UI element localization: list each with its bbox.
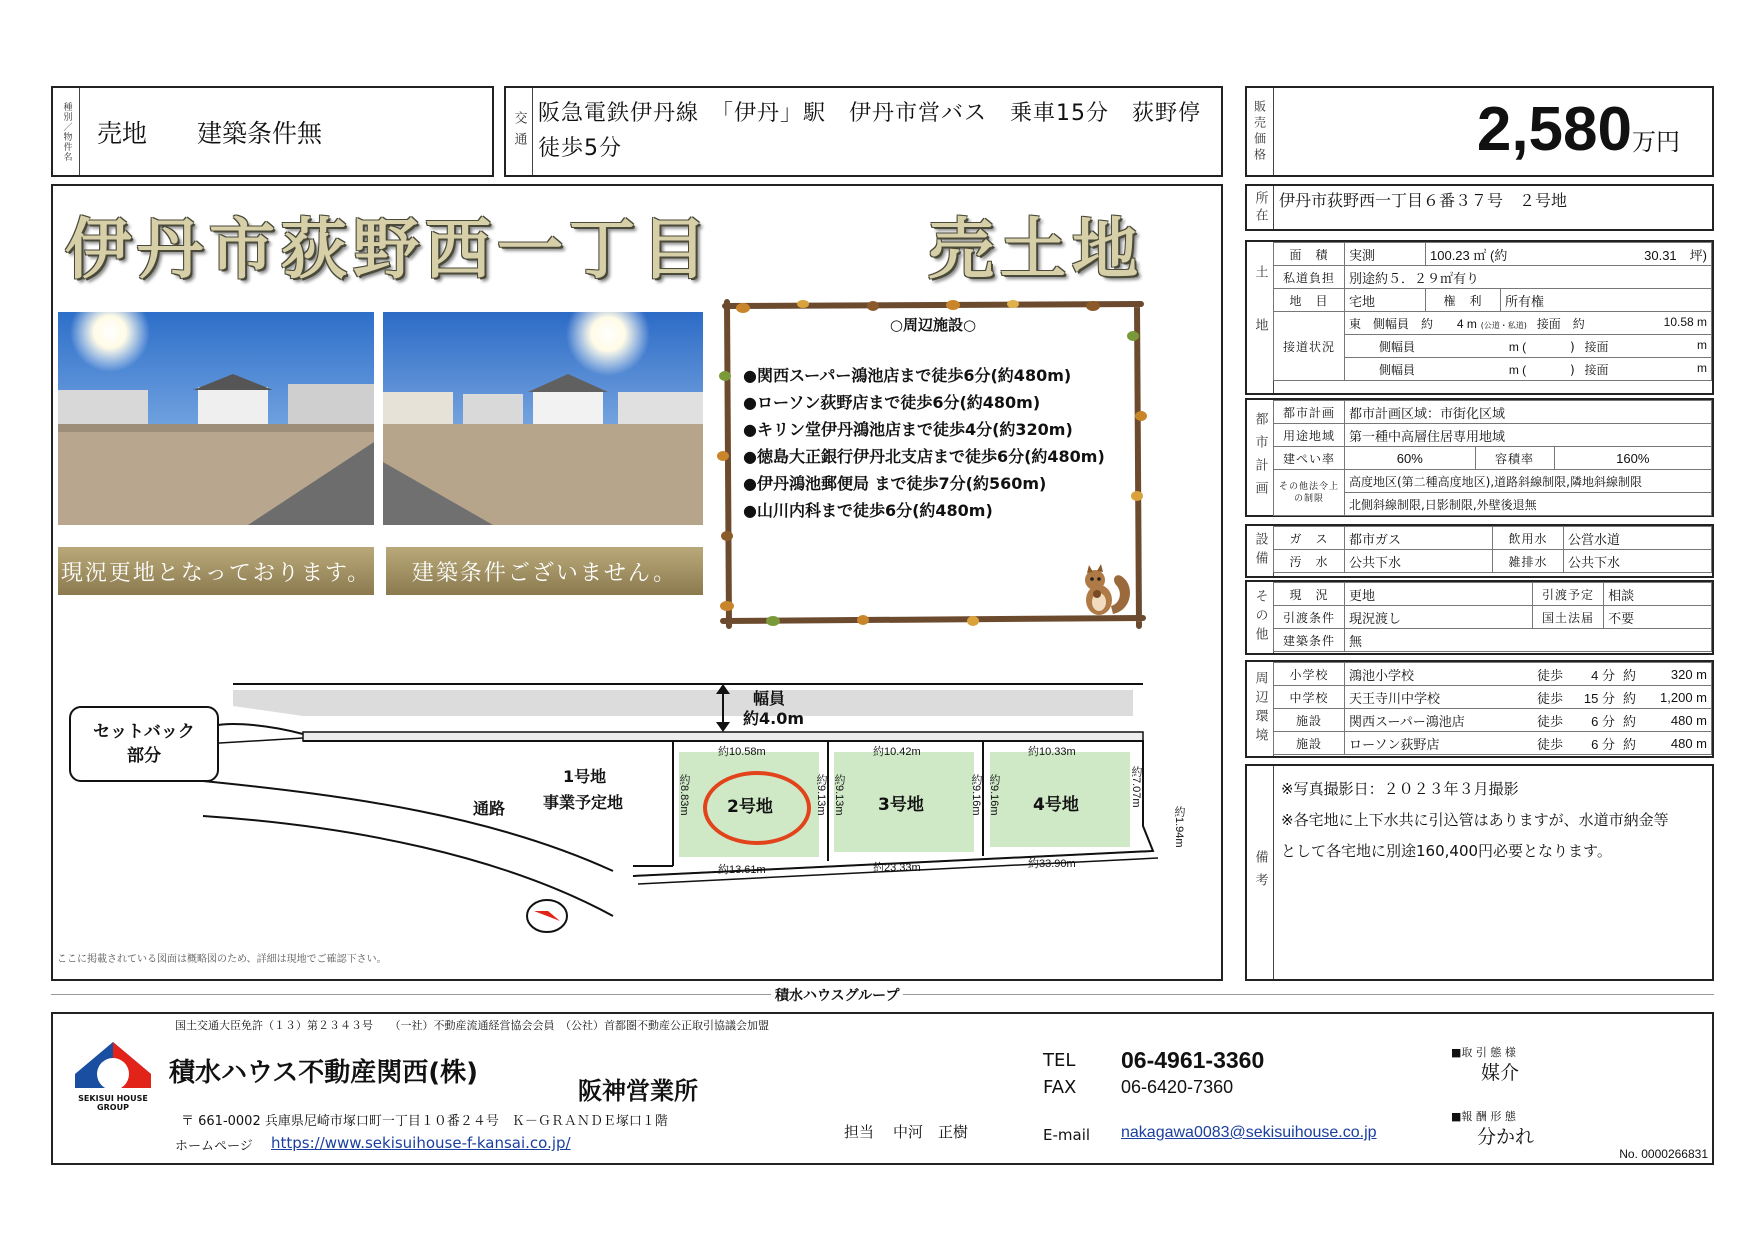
squirrel-icon bbox=[1075, 564, 1135, 619]
remarks-line: ※各宅地に上下水共に引込管はありますが、水道市納金等 bbox=[1281, 811, 1669, 829]
zone-value: 第一種中高層住居専用地域 bbox=[1345, 424, 1712, 447]
access-contact: 接面 bbox=[1584, 362, 1609, 377]
fax-label: FAX bbox=[1043, 1077, 1077, 1098]
surr-walk: 徒歩 bbox=[1533, 686, 1571, 709]
fee-label: ■報 酬 形 態 bbox=[1451, 1110, 1516, 1123]
utilities-table bbox=[1273, 526, 1712, 573]
access-width: m ( bbox=[1508, 339, 1527, 354]
area-label: 面 積 bbox=[1274, 243, 1345, 266]
access-row bbox=[1345, 335, 1712, 358]
branch-name: 阪神営業所 bbox=[578, 1077, 698, 1105]
access-len: m bbox=[1697, 337, 1707, 352]
deal-value: 媒介 bbox=[1481, 1062, 1520, 1084]
area-tsubo: 30.31 坪) bbox=[1644, 247, 1707, 263]
surr-min: 6 分 bbox=[1571, 709, 1619, 732]
other-label: その他 bbox=[1247, 582, 1274, 653]
surr-approx: 約 bbox=[1619, 709, 1645, 732]
site-photo-2 bbox=[383, 312, 703, 525]
drain-label: 雑排水 bbox=[1493, 550, 1564, 573]
zone-label: 用途地域 bbox=[1274, 424, 1345, 447]
surr-dist: 480 m bbox=[1645, 709, 1712, 732]
access-dir: 東 側幅員 約 bbox=[1349, 316, 1434, 331]
facility-item: ●ローソン荻野店まで徒歩6分(約480m) bbox=[743, 393, 1041, 412]
hero-title-right: 売土地 bbox=[928, 210, 1144, 288]
access-contact: 接面 約 bbox=[1536, 316, 1585, 331]
city-plan-label: 都市計画 bbox=[1274, 401, 1345, 424]
lot-4-right-dim: 約7.07m bbox=[1130, 766, 1142, 808]
group-label: 積水ハウスグループ bbox=[771, 985, 903, 1005]
land-box bbox=[1245, 240, 1714, 395]
surroundings-row bbox=[1274, 686, 1712, 709]
lot-1-note: 事業予定地 bbox=[543, 793, 624, 812]
map-disclaimer: ここに掲載されている図面は概略図のため、詳細は現地でご確認下さい。 bbox=[57, 954, 387, 965]
other-table bbox=[1273, 582, 1712, 652]
build-cond-label: 建築条件 bbox=[1274, 629, 1345, 652]
access-kind: ) bbox=[1570, 339, 1575, 354]
transport-value: 阪急電鉄伊丹線 「伊丹」駅 伊丹市営バス 乗車15分 荻野停 徒歩5分 bbox=[538, 101, 1225, 161]
surroundings-table bbox=[1273, 662, 1712, 755]
surr-dist: 480 m bbox=[1645, 732, 1712, 755]
license-text: 国土交通大臣免許（１３）第２３４３号 （一社）不動産流通経営協会会員 （公社）首都圏不動産公正取引協議会加盟 bbox=[175, 1019, 769, 1032]
right-label: 権 利 bbox=[1426, 289, 1501, 312]
lot-2-left-dim: 約8.83m bbox=[678, 774, 690, 816]
setback-label: セットバック 部分 bbox=[93, 722, 195, 766]
planning-label: 都市計画 bbox=[1247, 400, 1274, 515]
surr-walk: 徒歩 bbox=[1533, 732, 1571, 755]
homepage-label: ホームページ bbox=[175, 1139, 253, 1154]
surr-approx: 約 bbox=[1619, 663, 1645, 686]
footer-box bbox=[51, 1012, 1714, 1165]
facility-item: ●キリン堂伊丹鴻池店まで徒歩4分(約320m) bbox=[743, 420, 1073, 439]
planning-box bbox=[1245, 398, 1714, 517]
gas-value: 都市ガス bbox=[1345, 527, 1493, 550]
land-table bbox=[1273, 242, 1712, 381]
lot-2-name: 2号地 bbox=[727, 797, 773, 817]
water-label: 飲用水 bbox=[1493, 527, 1564, 550]
lot-3-bottom-dim: 約23.33m bbox=[873, 862, 921, 874]
surr-dist: 1,200 m bbox=[1645, 686, 1712, 709]
bcr-value: 60% bbox=[1345, 447, 1476, 470]
gas-label: ガ ス bbox=[1274, 527, 1345, 550]
surr-name: 関西スーパー鴻池店 bbox=[1345, 709, 1534, 732]
photo-caption-2: 建築条件ございません。 bbox=[386, 547, 703, 595]
transport-box bbox=[504, 86, 1223, 177]
location-box bbox=[1245, 184, 1714, 231]
address: 〒 661-0002 兵庫県尼崎市塚口町一丁目１０番２４号 Ｋ－ＧＲＡＮＤＥ塚口１階 bbox=[181, 1114, 668, 1129]
surr-kind: 施設 bbox=[1274, 732, 1345, 755]
other-law-label: その他法令上の制限 bbox=[1274, 470, 1345, 516]
water-value: 公営水道 bbox=[1564, 527, 1712, 550]
remarks-label: 備考 bbox=[1247, 766, 1274, 979]
status-label: 現 況 bbox=[1274, 583, 1345, 606]
tel-value: 06-4961-3360 bbox=[1121, 1047, 1265, 1073]
planning-table bbox=[1273, 400, 1712, 516]
staff-name: 中河 正樹 bbox=[893, 1123, 969, 1141]
sewage-label: 汚 水 bbox=[1274, 550, 1345, 573]
surr-min: 15 分 bbox=[1571, 686, 1619, 709]
setback-callout bbox=[69, 706, 219, 782]
transport-label: 交通 bbox=[506, 88, 533, 175]
build-cond-value: 無 bbox=[1345, 629, 1712, 652]
surr-name: 天王寺川中学校 bbox=[1345, 686, 1534, 709]
facility-item: ●山川内科まで徒歩6分(約480m) bbox=[743, 501, 993, 520]
other-law-value-2: 北側斜線制限,日影制限,外壁後退無 bbox=[1345, 493, 1712, 516]
city-plan-value: 都市計画区域：市街化区域 bbox=[1345, 401, 1712, 424]
price-unit: 万円 bbox=[1632, 128, 1680, 156]
lot-4-left-dim: 約9.16m bbox=[988, 774, 1000, 816]
access-len: m bbox=[1697, 360, 1707, 375]
access-kind: ) bbox=[1570, 362, 1575, 377]
access-row bbox=[1345, 312, 1712, 335]
access-label: 接道状況 bbox=[1274, 312, 1345, 381]
far-value: 160% bbox=[1554, 447, 1711, 470]
surroundings-box bbox=[1245, 660, 1714, 758]
chimoku-value: 宅地 bbox=[1345, 289, 1426, 312]
remarks-text bbox=[1281, 774, 1706, 867]
surr-walk: 徒歩 bbox=[1533, 663, 1571, 686]
other-law-value-1: 高度地区(第二種高度地区),道路斜線制限,隣地斜線制限 bbox=[1345, 470, 1712, 493]
access-width: 4 m bbox=[1456, 316, 1477, 331]
status-value: 更地 bbox=[1345, 583, 1533, 606]
facilities-frame bbox=[713, 296, 1153, 631]
surr-dist: 320 m bbox=[1645, 663, 1712, 686]
land-label: 土地 bbox=[1247, 242, 1274, 393]
facility-item: ●関西スーパー鴻池店まで徒歩6分(約480m) bbox=[743, 366, 1072, 385]
lot-4-top-dim: 約10.33m bbox=[1028, 746, 1076, 758]
far-label: 容積率 bbox=[1475, 447, 1554, 470]
deal-label: ■取 引 態 様 bbox=[1451, 1046, 1516, 1059]
lot-3-left-dim: 約9.13m bbox=[833, 774, 845, 816]
price-label: 販売価格 bbox=[1247, 88, 1274, 175]
landlaw-label: 国土法届 bbox=[1533, 606, 1604, 629]
surroundings-row bbox=[1274, 709, 1712, 732]
fax-value: 06-6420-7360 bbox=[1121, 1077, 1234, 1097]
surr-kind: 小学校 bbox=[1274, 663, 1345, 686]
passage-label: 通路 bbox=[473, 799, 506, 818]
edge-right-dim: 約1.94m bbox=[1173, 806, 1185, 848]
handover-value: 相談 bbox=[1604, 583, 1712, 606]
north-arrow-icon bbox=[526, 899, 568, 933]
lot-4-bottom-dim: 約33.90m bbox=[1028, 858, 1076, 870]
surr-approx: 約 bbox=[1619, 732, 1645, 755]
access-width: m ( bbox=[1508, 362, 1527, 377]
doc-number: No. 0000266831 bbox=[1619, 1147, 1708, 1161]
surr-walk: 徒歩 bbox=[1533, 709, 1571, 732]
homepage-link[interactable]: https://www.sekisuihouse-f-kansai.co.jp/ bbox=[271, 1134, 571, 1152]
type-value: 売地 建築条件無 bbox=[97, 119, 323, 148]
chimoku-label: 地 目 bbox=[1274, 289, 1345, 312]
area-measure: 実測 bbox=[1345, 243, 1426, 266]
landlaw-value: 不要 bbox=[1604, 606, 1712, 629]
surr-name: ローソン荻野店 bbox=[1345, 732, 1534, 755]
access-row bbox=[1345, 358, 1712, 381]
lot-1-name: 1号地 bbox=[563, 767, 607, 786]
other-box bbox=[1245, 580, 1714, 655]
right-value: 所有権 bbox=[1501, 289, 1712, 312]
hero-title-left: 伊丹市荻野西一丁目 bbox=[65, 210, 713, 288]
access-contact: 接面 bbox=[1584, 339, 1609, 354]
site-photo-1 bbox=[58, 312, 374, 525]
access-len: 10.58 m bbox=[1663, 314, 1707, 329]
area-sqm: 100.23 ㎡ (約 bbox=[1430, 247, 1508, 263]
email-label: E-mail bbox=[1043, 1126, 1091, 1144]
surroundings-row bbox=[1274, 732, 1712, 755]
tel-label: TEL bbox=[1043, 1050, 1076, 1071]
access-dir: 側幅員 bbox=[1379, 339, 1416, 354]
surr-min: 6 分 bbox=[1571, 732, 1619, 755]
location-value: 伊丹市荻野西一丁目６番３７号 ２号地 bbox=[1279, 191, 1568, 210]
road-width-label: 幅員 bbox=[753, 689, 786, 708]
area-value bbox=[1426, 243, 1712, 266]
location-label: 所在 bbox=[1247, 186, 1274, 229]
utilities-box bbox=[1245, 524, 1714, 578]
logo-text: SEKISUI HOUSE GROUP bbox=[78, 1094, 148, 1112]
surroundings-label: 周辺環境 bbox=[1247, 662, 1274, 756]
remarks-line: ※写真撮影日：２０２３年３月撮影 bbox=[1281, 780, 1519, 798]
price-value: 2,580 bbox=[1476, 95, 1632, 164]
surr-min: 4 分 bbox=[1571, 663, 1619, 686]
staff-label: 担当 bbox=[844, 1123, 875, 1141]
drain-value: 公共下水 bbox=[1564, 550, 1712, 573]
facility-item: ●徳島大正銀行伊丹北支店まで徒歩6分(約480m) bbox=[743, 447, 1105, 466]
facilities-list bbox=[743, 362, 1105, 524]
remarks-box bbox=[1245, 764, 1714, 981]
utilities-label: 設備 bbox=[1247, 526, 1274, 576]
facility-item: ●伊丹鴻池郵便局 まで徒歩7分(約560m) bbox=[743, 474, 1047, 493]
email-link[interactable]: nakagawa0083@sekisuihouse.co.jp bbox=[1121, 1124, 1377, 1141]
surr-name: 鴻池小学校 bbox=[1345, 663, 1534, 686]
lot-3-right-dim: 約9.16m bbox=[970, 774, 982, 816]
facilities-heading: ○周辺施設○ bbox=[889, 316, 977, 334]
lot-2-top-dim: 約10.58m bbox=[718, 746, 766, 758]
bcr-label: 建ぺい率 bbox=[1274, 447, 1345, 470]
type-label: 種別／物件名 bbox=[53, 88, 80, 175]
main-panel bbox=[51, 184, 1223, 981]
company-logo bbox=[71, 1038, 155, 1114]
handover-cond-label: 引渡条件 bbox=[1274, 606, 1345, 629]
site-map bbox=[53, 666, 1221, 966]
handover-cond-value: 現況渡し bbox=[1345, 606, 1533, 629]
lot-3-top-dim: 約10.42m bbox=[873, 746, 921, 758]
surr-kind: 中学校 bbox=[1274, 686, 1345, 709]
surroundings-row bbox=[1274, 663, 1712, 686]
handover-label: 引渡予定 bbox=[1533, 583, 1604, 606]
remarks-line: として各宅地に別途160,400円必要となります。 bbox=[1281, 842, 1612, 860]
lot-2-bottom-dim: 約13.61m bbox=[718, 864, 766, 876]
sewage-value: 公共下水 bbox=[1345, 550, 1493, 573]
company-name: 積水ハウス不動産関西(株) bbox=[169, 1058, 478, 1088]
private-road-value: 別途約５．２９㎡有り bbox=[1345, 266, 1712, 289]
photo-caption-1: 現況更地となっております。 bbox=[58, 547, 374, 595]
lot-4-name: 4号地 bbox=[1033, 795, 1079, 815]
access-dir: 側幅員 bbox=[1379, 362, 1416, 377]
price-box bbox=[1245, 86, 1714, 177]
surr-kind: 施設 bbox=[1274, 709, 1345, 732]
lot-3-name: 3号地 bbox=[878, 795, 924, 815]
type-box bbox=[51, 86, 494, 177]
lot-2-right-dim: 約9.13m bbox=[815, 774, 827, 816]
access-kind: (公道・私道) bbox=[1480, 320, 1527, 330]
road-width-value: 約4.0m bbox=[743, 709, 805, 728]
surr-approx: 約 bbox=[1619, 686, 1645, 709]
private-road-label: 私道負担 bbox=[1274, 266, 1345, 289]
fee-value: 分かれ bbox=[1477, 1126, 1535, 1148]
